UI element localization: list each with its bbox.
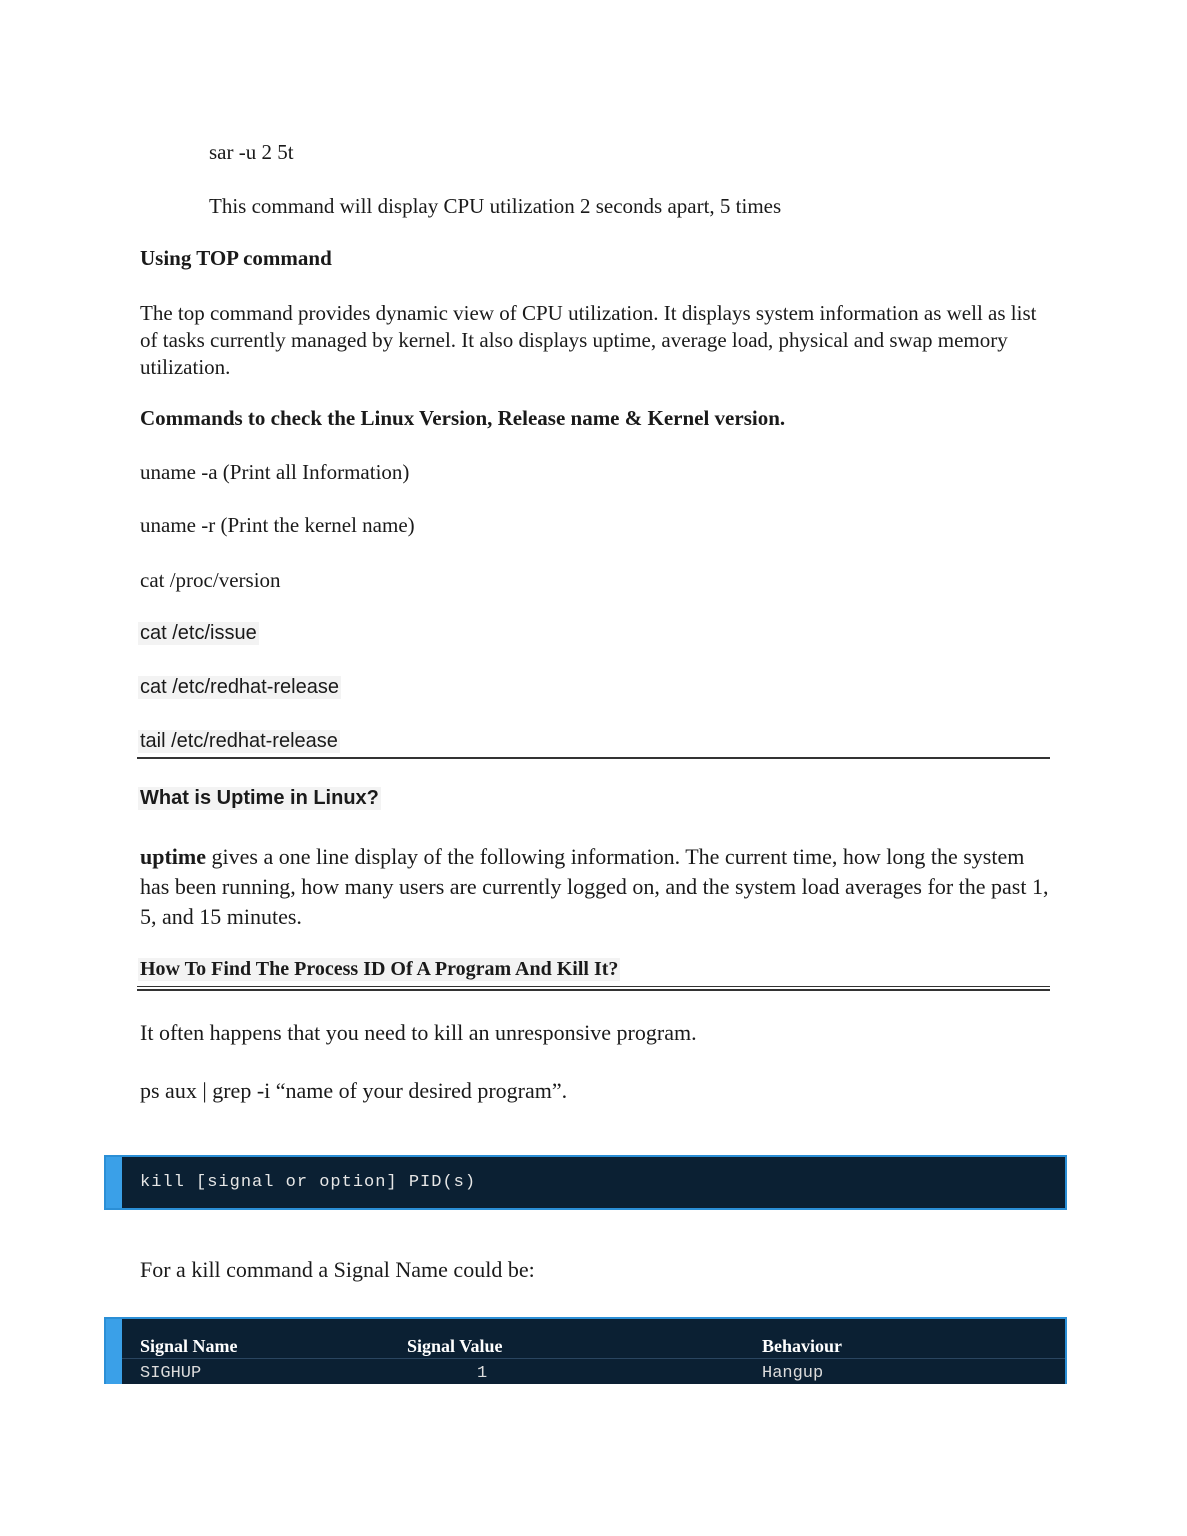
uptime-heading: What is Uptime in Linux? (140, 787, 379, 809)
uptime-paragraph (140, 842, 1050, 932)
cat-issue-line: cat /etc/issue (140, 622, 257, 644)
version-heading: Commands to check the Linux Version, Release name & Kernel version. (140, 406, 786, 430)
kill-intro: It often happens that you need to kill an unresponsive program. (140, 1020, 697, 1045)
kill-code-block (104, 1155, 1067, 1210)
uname-a-line: uname -a (Print all Information) (140, 460, 410, 484)
uptime-keyword: uptime (140, 844, 206, 869)
double-rule-bottom (137, 989, 1050, 991)
tail-redhat-line: tail /etc/redhat-release (140, 730, 338, 752)
sar-description: This command will display CPU utilization 2 seconds apart, 5 times (209, 194, 782, 218)
header-separator (122, 1358, 1065, 1359)
header-signal-value: Signal Value (407, 1336, 503, 1356)
double-rule-top (137, 986, 1050, 987)
header-behaviour: Behaviour (762, 1336, 843, 1356)
header-signal-name: Signal Name (140, 1336, 238, 1356)
cat-redhat-line: cat /etc/redhat-release (140, 676, 339, 698)
uname-r-line: uname -r (Print the kernel name) (140, 513, 415, 537)
cat-proc-line: cat /proc/version (140, 568, 281, 592)
table-accent (106, 1319, 122, 1384)
signal-table (104, 1317, 1067, 1384)
code-block-accent (106, 1157, 122, 1208)
table-row-behaviour: Hangup (762, 1364, 824, 1383)
signal-intro: For a kill command a Signal Name could be: (140, 1257, 535, 1282)
divider (137, 757, 1050, 759)
kill-heading: How To Find The Process ID Of A Program And Kill It? (140, 958, 619, 980)
top-heading: Using TOP command (140, 246, 332, 270)
kill-code: kill [signal or option] PID(s) (140, 1173, 477, 1192)
table-row-signal-name: SIGHUP (140, 1364, 202, 1383)
sar-command: sar -u 2 5t (209, 140, 294, 164)
uptime-description: gives a one line display of the following information. The current time, how long the system has been running, how many users are currently logged on, and the system load averages for the past 1, 5, and 15 minutes. (140, 844, 1049, 929)
ps-command: ps aux | grep -i “name of your desired program”. (140, 1078, 568, 1103)
top-paragraph: The top command provides dynamic view of CPU utilization. It displays system information as well as list of tasks currently managed by kernel. It also displays uptime, average load, physical and swap memory utilization. (140, 301, 1037, 379)
table-row-signal-value: 1 (477, 1364, 488, 1383)
